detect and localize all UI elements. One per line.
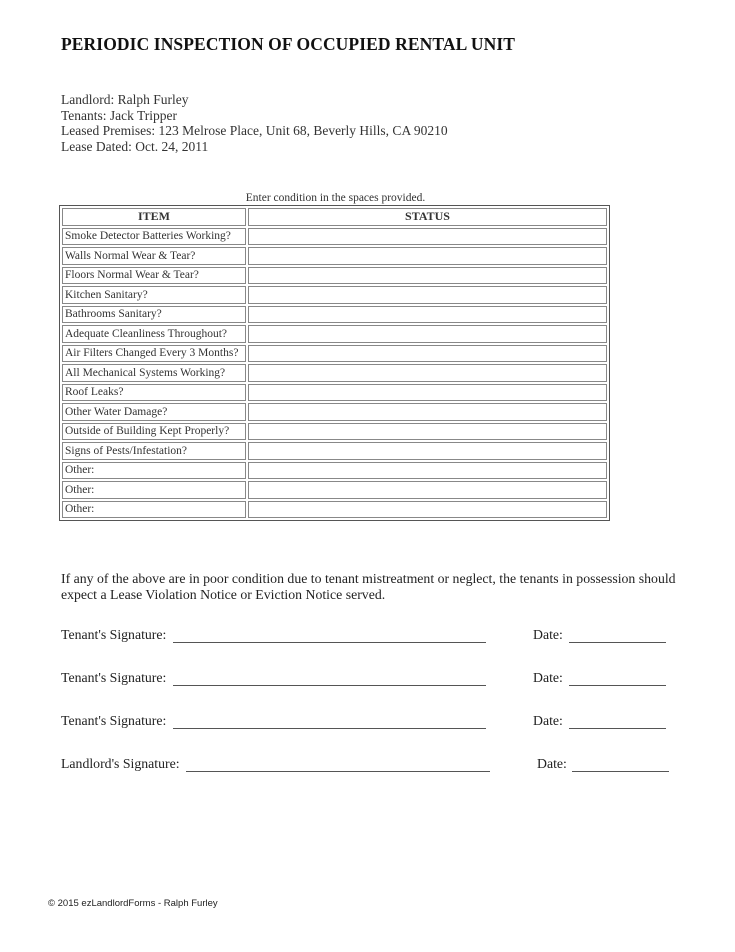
item-cell: Other: [62, 481, 246, 499]
table-row [62, 267, 607, 285]
table-row [62, 306, 607, 324]
lease-info [61, 92, 448, 154]
violation-notice: If any of the above are in poor condition due to tenant mistreatment or neglect, the tenants in possession should expect a Lease Violation Notice or Eviction Notice served. [61, 571, 676, 602]
table-row [62, 247, 607, 265]
date-label: Date: [533, 670, 563, 685]
table-row [62, 286, 607, 304]
signature-line[interactable] [173, 685, 486, 686]
status-cell[interactable] [248, 228, 607, 246]
item-cell: Signs of Pests/Infestation? [62, 442, 246, 460]
status-cell[interactable] [248, 325, 607, 343]
table-row [62, 384, 607, 402]
signature-row [61, 627, 681, 645]
signature-row [61, 756, 681, 774]
status-cell[interactable] [248, 501, 607, 519]
copyright-footer: © 2015 ezLandlordForms - Ralph Furley [48, 898, 218, 909]
signature-line[interactable] [173, 642, 486, 643]
status-cell[interactable] [248, 247, 607, 265]
item-cell: Bathrooms Sanitary? [62, 306, 246, 324]
item-cell: Outside of Building Kept Properly? [62, 423, 246, 441]
item-cell: Smoke Detector Batteries Working? [62, 228, 246, 246]
date-line[interactable] [569, 642, 666, 643]
signature-line[interactable] [186, 771, 490, 772]
table-row [62, 228, 607, 246]
signature-label: Landlord's Signature: [61, 756, 180, 771]
premises-line: Leased Premises: 123 Melrose Place, Unit 68, Beverly Hills, CA 90210 [61, 123, 448, 138]
status-cell[interactable] [248, 442, 607, 460]
signature-label: Tenant's Signature: [61, 627, 167, 642]
status-cell[interactable] [248, 384, 607, 402]
status-cell[interactable] [248, 462, 607, 480]
status-cell[interactable] [248, 364, 607, 382]
status-cell[interactable] [248, 403, 607, 421]
landlord-line: Landlord: Ralph Furley [61, 92, 189, 107]
status-cell[interactable] [248, 423, 607, 441]
status-header: STATUS [248, 208, 607, 226]
status-cell[interactable] [248, 286, 607, 304]
tenants-line: Tenants: Jack Tripper [61, 107, 178, 123]
signature-row [61, 713, 681, 731]
item-cell: Other Water Damage? [62, 403, 246, 421]
item-cell: Roof Leaks? [62, 384, 246, 402]
date-line[interactable] [572, 771, 669, 772]
date-line[interactable] [569, 728, 666, 729]
status-cell[interactable] [248, 306, 607, 324]
table-row [62, 325, 607, 343]
date-label: Date: [533, 627, 563, 642]
signature-label: Tenant's Signature: [61, 670, 167, 685]
table-row [62, 423, 607, 441]
table-row [62, 442, 607, 460]
table-row [62, 345, 607, 363]
page-title: PERIODIC INSPECTION OF OCCUPIED RENTAL UNIT [61, 34, 516, 54]
status-cell[interactable] [248, 345, 607, 363]
item-cell: All Mechanical Systems Working? [62, 364, 246, 382]
table-header-row [62, 208, 607, 226]
item-cell: Other: [62, 501, 246, 519]
date-label: Date: [533, 713, 563, 728]
table-row [62, 501, 607, 519]
item-cell: Air Filters Changed Every 3 Months? [62, 345, 246, 363]
inspection-table [59, 205, 610, 521]
table-row [62, 481, 607, 499]
signature-line[interactable] [173, 728, 486, 729]
item-cell: Kitchen Sanitary? [62, 286, 246, 304]
item-cell: Floors Normal Wear & Tear? [62, 267, 246, 285]
date-label: Date: [537, 756, 567, 771]
lease-date-line: Lease Dated: Oct. 24, 2011 [61, 138, 209, 154]
table-row [62, 462, 607, 480]
item-cell: Adequate Cleanliness Throughout? [62, 325, 246, 343]
status-cell[interactable] [248, 267, 607, 285]
table-row [62, 364, 607, 382]
item-cell: Other: [62, 462, 246, 480]
status-cell[interactable] [248, 481, 607, 499]
signature-row [61, 670, 681, 688]
item-cell: Walls Normal Wear & Tear? [62, 247, 246, 265]
table-row [62, 403, 607, 421]
item-header: ITEM [62, 208, 246, 226]
date-line[interactable] [569, 685, 666, 686]
signature-label: Tenant's Signature: [61, 713, 167, 728]
table-instructions: Enter condition in the spaces provided. [245, 192, 426, 204]
